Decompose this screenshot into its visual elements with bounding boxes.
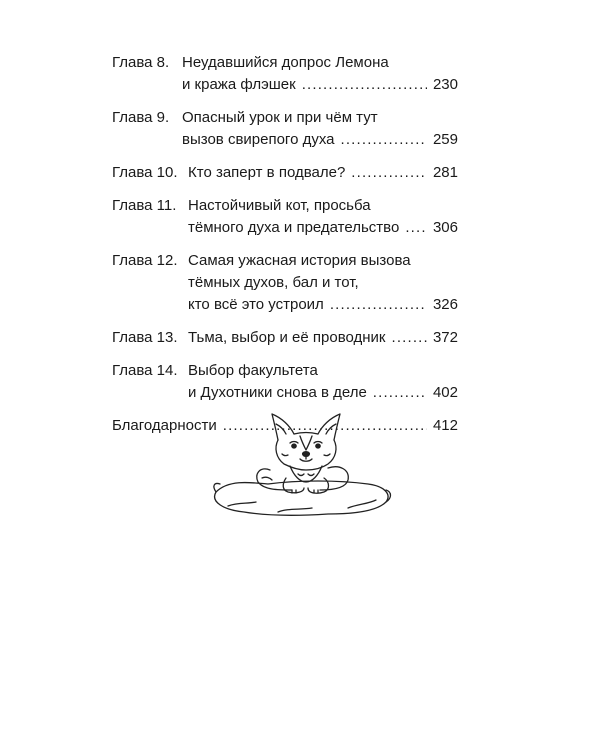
toc-page-number: 230 <box>432 76 458 93</box>
toc-line <box>112 74 458 96</box>
toc-chapter-label: Глава 12. <box>112 252 178 269</box>
toc-title-line: кто всё это устроил <box>188 296 324 313</box>
toc-line <box>112 327 458 349</box>
toc-title-line: Неудавшийся допрос Лемона <box>182 54 389 71</box>
toc-title-line: Выбор факультета <box>188 362 318 379</box>
toc-entry-chapter-11[interactable] <box>112 195 458 239</box>
toc-title-line: тёмных духов, бал и тот, <box>188 274 359 291</box>
toc-entry-chapter-12[interactable] <box>112 250 458 316</box>
toc-entry-chapter-10[interactable] <box>112 162 458 184</box>
toc-line <box>112 217 458 239</box>
toc-leader-dots <box>373 382 427 404</box>
toc-line <box>112 250 458 272</box>
toc-title-line: Настойчивый кот, просьба <box>188 197 371 214</box>
toc-page-number: 281 <box>432 164 458 181</box>
toc-line <box>112 52 458 74</box>
toc-page-number: 412 <box>432 417 458 434</box>
toc-chapter-label: Глава 8. <box>112 54 170 71</box>
toc-title-line: Самая ужасная история вызова <box>188 252 411 269</box>
toc-line <box>112 294 458 316</box>
toc-page-number: 326 <box>432 296 458 313</box>
toc-title-line: Тьма, выбор и её проводник <box>188 329 386 346</box>
toc-title-line: и Духотники снова в деле <box>188 384 367 401</box>
toc-page-number: 306 <box>432 219 458 236</box>
toc-page-number: 372 <box>432 329 458 346</box>
toc-leader-dots <box>341 129 427 151</box>
toc-line <box>112 272 458 294</box>
toc-title-line: Кто заперт в подвале? <box>188 164 346 181</box>
toc-title-line: тёмного духа и предательство <box>188 219 400 236</box>
toc-line <box>112 195 458 217</box>
toc-entry-chapter-8[interactable] <box>112 52 458 96</box>
toc-leader-dots <box>351 162 427 184</box>
toc-title-line: и кража флэшек <box>182 76 296 93</box>
toc-line <box>112 162 458 184</box>
toc-chapter-label: Благодарности <box>112 417 217 434</box>
toc-chapter-label: Глава 13. <box>112 329 178 346</box>
toc-chapter-label: Глава 14. <box>112 362 178 379</box>
toc-leader-dots <box>392 327 427 349</box>
toc-page-number: 259 <box>432 131 458 148</box>
toc-chapter-label: Глава 10. <box>112 164 178 181</box>
toc-leader-dots <box>330 294 427 316</box>
toc-entry-chapter-9[interactable] <box>112 107 458 151</box>
toc-line <box>112 360 458 382</box>
toc-line <box>112 107 458 129</box>
toc-title-line: Опасный урок и при чём тут <box>182 109 378 126</box>
toc-leader-dots <box>302 74 427 96</box>
toc-title-line: вызов свирепого духа <box>182 131 335 148</box>
toc-chapter-label: Глава 11. <box>112 197 177 214</box>
toc-entry-chapter-14[interactable] <box>112 360 458 404</box>
toc-page-number: 402 <box>432 384 458 401</box>
toc-entry-chapter-13[interactable] <box>112 327 458 349</box>
table-of-contents <box>112 52 458 448</box>
toc-leader-dots <box>405 217 427 239</box>
toc-chapter-label: Глава 9. <box>112 109 170 126</box>
toc-line <box>112 382 458 404</box>
toc-line <box>112 129 458 151</box>
corgi-on-cushion-icon <box>208 410 394 530</box>
